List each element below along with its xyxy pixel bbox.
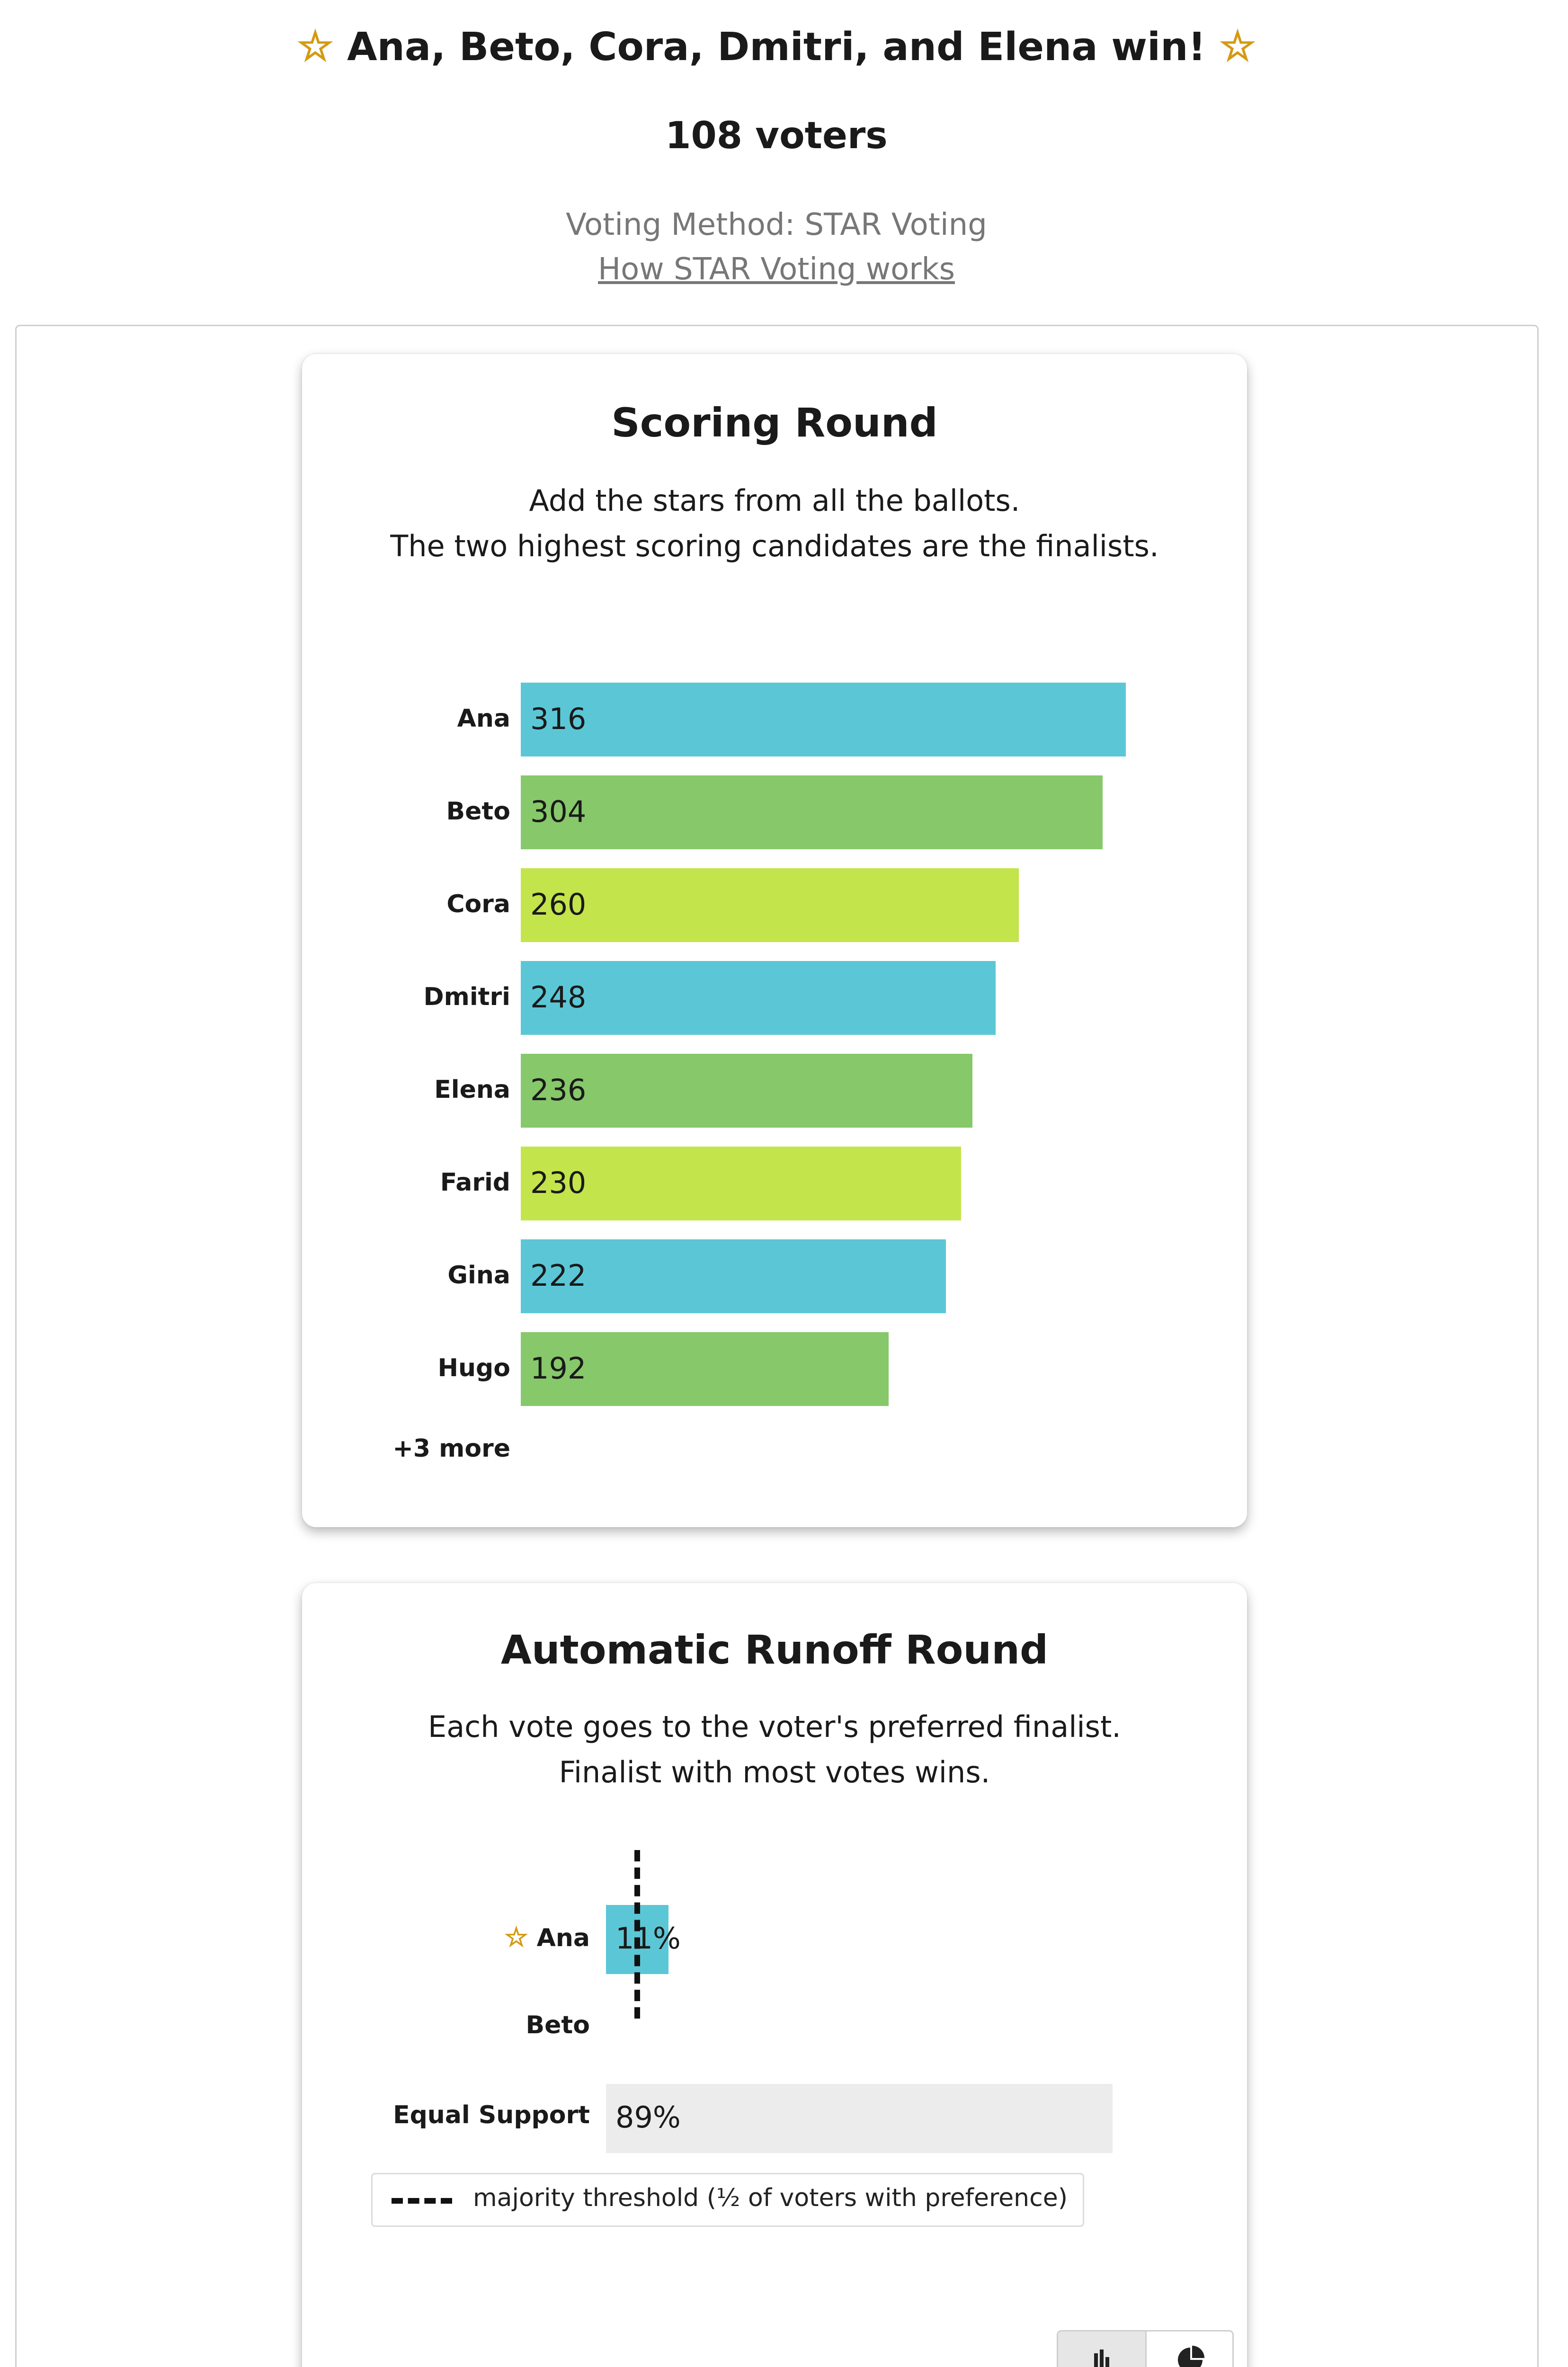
- runoff-candidate-beto: Beto: [526, 2011, 590, 2039]
- chart-view-toggle: [1057, 2330, 1234, 2367]
- runoff-desc-line-2: Finalist with most votes wins.: [559, 1755, 990, 1789]
- more-candidates-link[interactable]: +3 more: [392, 1434, 510, 1463]
- star-icon: ☆: [1219, 23, 1256, 70]
- equal-support-bar: [606, 2084, 1113, 2153]
- score-value: 222: [530, 1258, 587, 1293]
- pie-chart-icon: [1147, 2331, 1234, 2367]
- candidate-label: Gina: [447, 1261, 510, 1290]
- score-value: 248: [530, 980, 587, 1014]
- score-value: 304: [530, 794, 587, 829]
- voting-method: Voting Method: STAR Voting: [566, 207, 987, 242]
- results-title: [0, 23, 1553, 70]
- scoring-round-description: [302, 478, 1247, 569]
- score-value: 192: [530, 1351, 587, 1386]
- how-star-voting-works-link[interactable]: How STAR Voting works: [598, 252, 955, 287]
- candidate-label: Dmitri: [423, 983, 510, 1011]
- scoring-desc-line-1: Add the stars from all the ballots.: [529, 483, 1020, 518]
- score-bar: [521, 1147, 961, 1220]
- score-bar: [521, 868, 1019, 942]
- scoring-round-card: [302, 354, 1247, 1527]
- equal-support-value: 89%: [615, 2100, 681, 2135]
- score-bar: [521, 1054, 972, 1128]
- score-bar: [521, 775, 1103, 849]
- runoff-round-title: Automatic Runoff Round: [500, 1627, 1049, 1673]
- results-title-text: Ana, Beto, Cora, Dmitri, and Elena win!: [347, 25, 1206, 70]
- candidate-label: Elena: [434, 1076, 510, 1104]
- runoff-value-ana: 11%: [615, 1921, 681, 1956]
- pie-chart-view-button[interactable]: [1145, 2331, 1234, 2367]
- runoff-desc-line-1: Each vote goes to the voter's preferred finalist.: [428, 1709, 1121, 1744]
- bar-chart-view-button[interactable]: [1058, 2331, 1145, 2367]
- score-value: 230: [530, 1166, 587, 1200]
- score-bar: [521, 683, 1126, 756]
- scoring-desc-line-2: The two highest scoring candidates are the finalists.: [390, 529, 1159, 563]
- runoff-candidate-ana: Ana: [536, 1924, 590, 1952]
- runoff-round-description: [302, 1704, 1247, 1795]
- candidate-label: Farid: [440, 1168, 510, 1197]
- runoff-round-card: [302, 1583, 1247, 2367]
- dashed-line-icon: [392, 2198, 452, 2204]
- star-icon: ☆: [297, 23, 334, 70]
- runoff-label-ana: [492, 1922, 590, 1953]
- score-value: 316: [530, 702, 587, 736]
- bar-chart-icon: [1058, 2331, 1145, 2367]
- candidate-label: Cora: [446, 890, 510, 918]
- score-value: 260: [530, 887, 587, 922]
- threshold-legend: [371, 2173, 1084, 2227]
- scoring-round-title: Scoring Round: [611, 400, 938, 446]
- score-value: 236: [530, 1073, 587, 1107]
- candidate-label: Hugo: [437, 1354, 510, 1382]
- winner-star-icon: ☆: [504, 1922, 528, 1953]
- majority-threshold-line: [634, 1850, 640, 2019]
- candidate-label: Ana: [457, 704, 510, 733]
- voter-count: 108 voters: [665, 115, 888, 157]
- equal-support-label: Equal Support: [393, 2101, 590, 2129]
- candidate-label: Beto: [446, 797, 510, 826]
- score-bar: [521, 961, 996, 1035]
- threshold-legend-text: majority threshold (½ of voters with preference): [473, 2184, 1068, 2212]
